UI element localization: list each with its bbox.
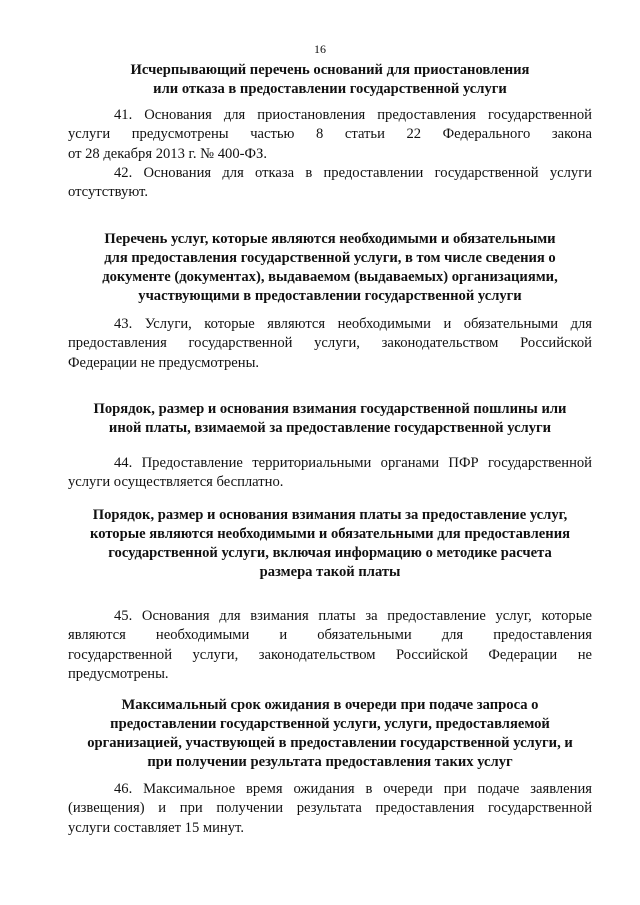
- heading-line: Перечень услуг, которые являются необходимыми и обязательными: [104, 231, 556, 247]
- heading-line: Максимальный срок ожидания в очереди при подаче запроса о: [121, 697, 539, 713]
- paragraph-line: услуги осуществляется бесплатно.: [68, 474, 284, 491]
- paragraph-43: [68, 315, 592, 373]
- heading-line: участвующими в предоставлении государственной услуги: [138, 288, 522, 304]
- paragraph-45: [68, 607, 592, 685]
- heading-line: государственной услуги, включая информацию о методике расчета: [108, 545, 552, 561]
- paragraph-41: [68, 106, 592, 164]
- section-heading: [68, 696, 592, 772]
- paragraph-line: 43. Услуги, которые являются необходимыми и обязательными для: [114, 316, 592, 332]
- paragraph-line: услуги предусмотрены частью 8 статьи 22 Федерального закона: [68, 126, 592, 143]
- heading-line: предоставлении государственной услуги, услуги, предоставляемой: [110, 716, 550, 732]
- paragraph-line: 42. Основания для отказа в предоставлении государственной услуги: [114, 165, 592, 181]
- heading-line: которые являются необходимыми и обязательными для предоставления: [90, 526, 570, 542]
- heading-line: или отказа в предоставлении государственной услуги: [153, 81, 507, 97]
- heading-line: размера такой платы: [259, 564, 401, 580]
- paragraph-line: Федерации не предусмотрены.: [68, 354, 260, 371]
- heading-line: Порядок, размер и основания взимания государственной пошлины или: [93, 401, 567, 417]
- heading-line: документе (документах), выдаваемом (выдаваемых) организациями,: [102, 269, 558, 285]
- paragraph-line: 41. Основания для приостановления предоставления государственной: [114, 107, 592, 123]
- section-heading: [68, 61, 592, 99]
- paragraph-line: от 28 декабря 2013 г. № 400-ФЗ.: [68, 145, 267, 162]
- paragraph-line: предусмотрены.: [68, 666, 169, 683]
- paragraph-line: являются необходимыми и обязательными для предоставления: [68, 627, 592, 644]
- page-number: 16: [314, 42, 326, 56]
- heading-line: Порядок, размер и основания взимания платы за предоставление услуг,: [92, 507, 568, 523]
- heading-line: организацией, участвующей в предоставлении государственной услуги, и: [87, 735, 573, 751]
- paragraph-44: [68, 454, 592, 493]
- heading-line: при получении результата предоставления таких услуг: [147, 754, 513, 770]
- paragraph-line: государственной услуги, законодательством Российской Федерации не: [68, 646, 592, 663]
- paragraph-line: предоставления государственной услуги, законодательством Российской: [68, 335, 592, 352]
- paragraph-line: 44. Предоставление территориальными органами ПФР государственной: [114, 455, 592, 471]
- paragraph-line: отсутствуют.: [68, 184, 148, 201]
- paragraph-line: услуги составляет 15 минут.: [68, 819, 244, 836]
- paragraph-line: 46. Максимальное время ожидания в очереди при подаче заявления: [114, 781, 592, 797]
- section-heading: [68, 400, 592, 438]
- heading-line: для предоставления государственной услуги, в том числе сведения о: [104, 250, 556, 266]
- heading-line: иной платы, взимаемой за предоставление государственной услуги: [108, 420, 552, 436]
- paragraph-line: (извещения) и при получении результата предоставления государственной: [68, 800, 592, 817]
- paragraph-42: [68, 164, 592, 203]
- section-heading: [68, 230, 592, 306]
- paragraph-46: [68, 780, 592, 838]
- heading-line: Исчерпывающий перечень оснований для приостановления: [130, 62, 530, 78]
- paragraph-line: 45. Основания для взимания платы за предоставление услуг, которые: [114, 608, 592, 624]
- section-heading: [68, 506, 592, 582]
